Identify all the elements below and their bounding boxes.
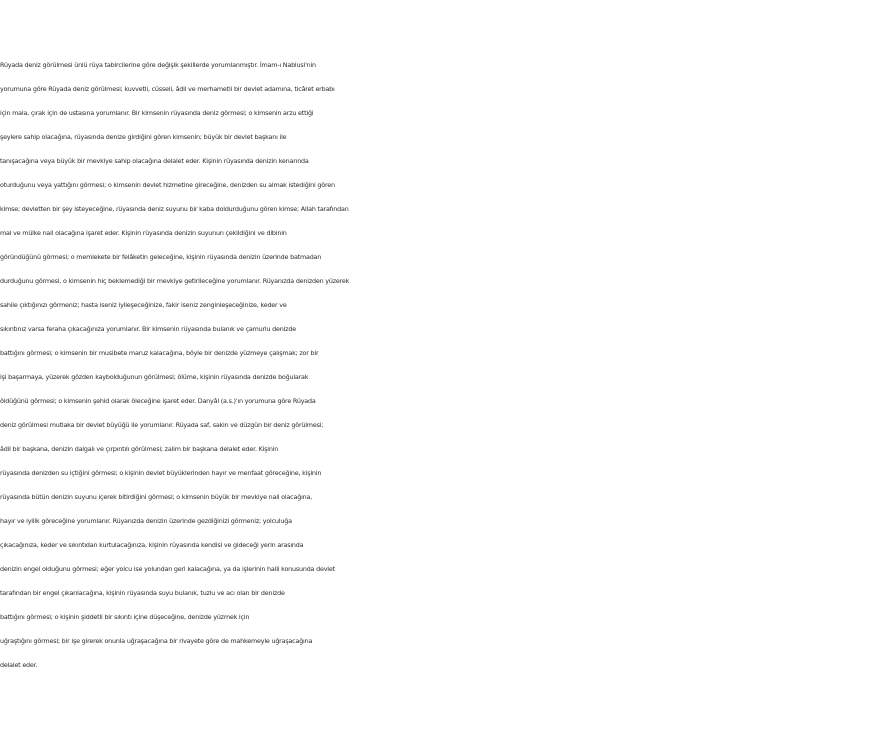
paragraph-line: öldüğünü görmesi; o kimsenin şehid olarak öleceğine işaret eder. Danyâl (a.s.)'ın yorumuna göre Rüyada [0,397,316,405]
paragraph-line: battığını görmesi; o kişinin şiddetli bir sıkıntı içine düşeceğine, denizde yüzmek için [0,613,250,621]
paragraph-line: göründüğünü görmesi; o memlekete bir felâketin geleceğine, kişinin rüyasında denizin üzerinde batmadan [0,253,322,261]
paragraph-line: çıkacağınıza, keder ve sıkıntıdan kurtulacağınıza, kişinin rüyasında kendisi ve gideceği yerin arasında [0,541,304,549]
paragraph-line: sahile çıktığınızı görmeniz; hasta iseniz iyileşeceğinize, fakir iseniz zenginleşeceğinize, keder ve [0,301,287,309]
paragraph-line: deniz görülmesi mutlaka bir devlet büyüğü ile yorumlanır. Rüyada saf, sakin ve düzgün bir deniz görülmesi; [0,421,324,429]
paragraph-line: mal ve mülke nail olacağına işaret eder. Kişinin rüyasında denizin suyunun çekildiğini ve dibinin [0,229,287,237]
paragraph-line: âdil bir başkana, denizin dalgalı ve çırpıntılı görülmesi; zalim bir başkana delalet eder. Kişinin [0,445,279,453]
paragraph-line: sıkıntınız varsa feraha çıkacağınıza yorumlanır. Bir kimsenin rüyasında bulanık ve çamurlu denizde [0,325,296,333]
paragraph-line: hayır ve iyilik göreceğine yorumlanır. Rüyanızda denizin üzerinde gezdiğinizi görmeniz; yolculuğa [0,517,292,525]
paragraph-line: Rüyada deniz görülmesi ünlü rüya tabircilerine göre değişik şekillerde yorumlanmıştır. İmam-ı Nablusi'nin [0,61,316,69]
paragraph-line: oturduğunu veya yattığını görmesi; o kimsenin devlet hizmetine gireceğine, denizden su almak istediğini gören [0,181,335,189]
paragraph-line: kimse; devletten bir şey isteyeceğine, rüyasında deniz suyunu bir kaba doldurduğunu gören kimse; Allah tarafından [0,205,349,213]
paragraph-line: rüyasında denizden su içtiğini görmesi; o kişinin devlet büyüklerinden hayır ve menfaat göreceğine, kişinin [0,469,322,477]
paragraph-line: delalet eder. [0,661,38,669]
paragraph-line: tarafından bir engel çıkarılacağına, kişinin rüyasında suyu bulanık, tuzlu ve acı olan bir denizde [0,589,285,597]
paragraph-line: için mala, çırak için de ustasına yorumlanır. Bir kimsenin rüyasında deniz görmesi; o kimsenin arzu ettiği [0,109,314,117]
paragraph-line: işi başarmaya, yüzerek gözden kaybolduğunun görülmesi; ölüme, kişinin rüyasında denizde boğularak [0,373,309,381]
paragraph-line: durduğunu görmesi, o kimsenin hiç beklemediği bir mevkiye getirileceğine yorumlanır. Rüyanızda denizden yüzerek [0,277,350,285]
paragraph-line: tanışacağına veya büyük bir mevkiye sahip olacağına delalet eder. Kişinin rüyasında denizin kenarında [0,157,309,165]
paragraph-line: denizin engel olduğunu görmesi; eğer yolcu ise yolundan geri kalacağına, ya da işlerinin halli konusunda devlet [0,565,335,573]
paragraph-line: yorumuna göre Rüyada deniz görülmesi; kuvvetli, cüsseli, âdil ve merhametli bir devlet adamına, ticâret erbabı [0,85,335,93]
paragraph-line: uğraştığını görmesi; bir işe girerek onunla uğraşacağına bir rivayete göre de mahkemeyle uğraşacağına [0,637,313,645]
paragraph-line: şeylere sahip olacağına, rüyasında denize girdiğini gören kimsenin; büyük bir devlet başkanı ile [0,133,287,141]
paragraph-line: battığını görmesi; o kimsenin bir musibete maruz kalacağına, böyle bir denizde yüzmeye çalışmak; zor bir [0,349,319,357]
article-body [0,53,880,677]
paragraph-line: rüyasında bütün denizin suyunu içerek bitirdiğini görmesi; o kimsenin büyük bir mevkiye nail olacağına, [0,493,313,501]
